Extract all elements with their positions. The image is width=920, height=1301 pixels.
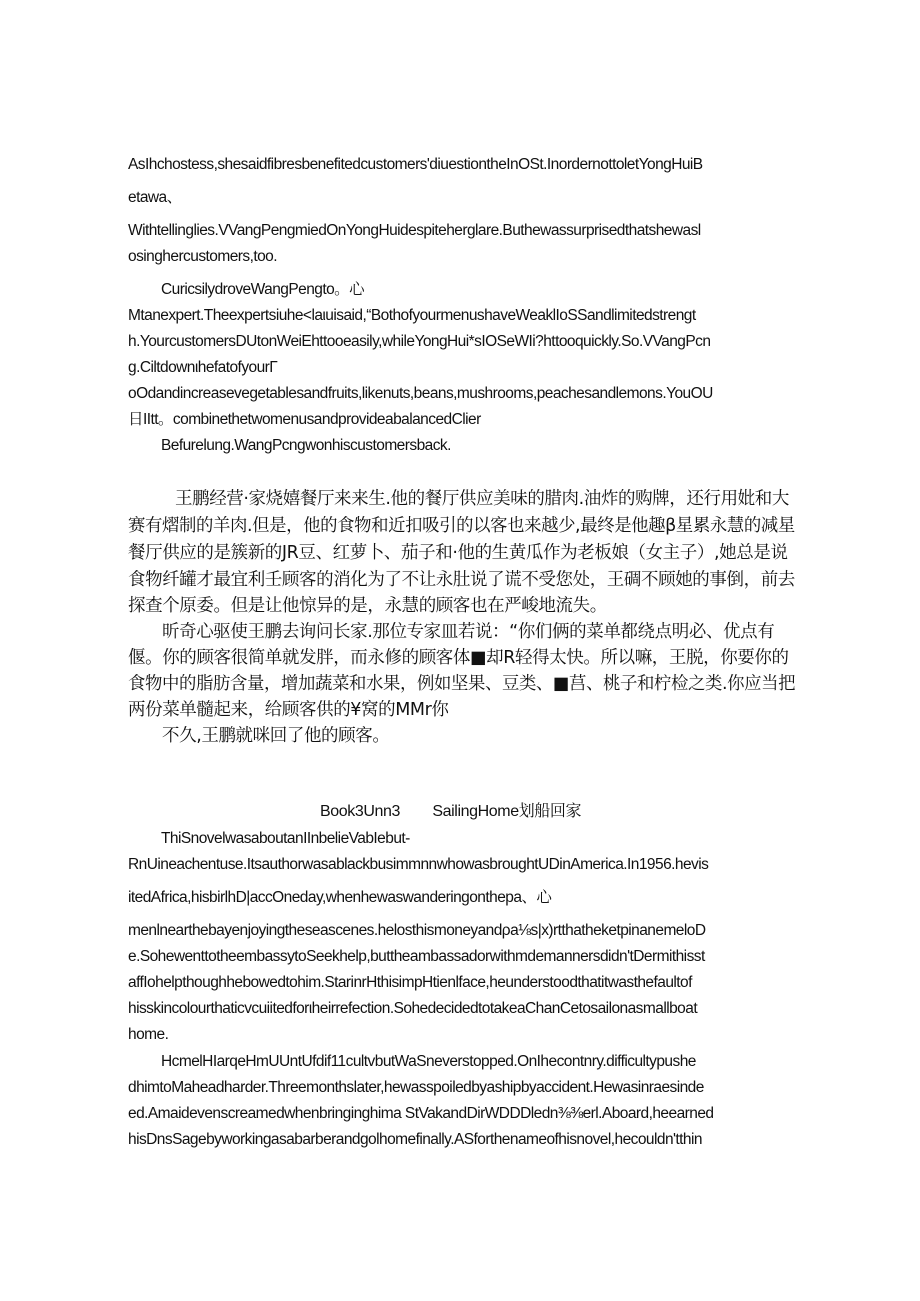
english-2-line-8: home. [128,1026,169,1043]
english-1-line-11: Befurelung.WangPcngwonhiscustomersback. [161,437,451,454]
english-2-line-7: hisskincolourthaticvcuiitedforιheirrefection.SohedecidedtotakeaChanCetosailonasmallboat [128,1000,698,1017]
chinese-line-9: 两份菜单髓起来，给顾客供的¥窝的MMr你 [128,700,449,720]
english-2-line-12: hisDnsSagebyworkingasabarberandgolhomefinally.ASforthenameofhisnovel,hecouldn'tthin [128,1131,702,1148]
chinese-line-6: 昕奇心驱使王鹏去询问长家.那位专家皿若说：“你们俩的菜单都绕点明必、优点有 [162,622,775,642]
english-2-line-11: ed.Amaidevenscreamedwhenbringinghima StVakandDirWDDDledn⅜⅜erl.Aboard,heearned [128,1105,714,1122]
english-1-line-6: Mtanexpert.Theexpertsiuhe<laιuisaid,“BothofyourmenushaveWeaklIoSSandlimitedstrengt [128,307,696,324]
english-1-line-5: CuricsilydroveWangPengto。心 [161,281,365,298]
english-1-line-8: g.CiltdownιhefatofyourΓ [128,359,278,376]
chinese-line-2: 赛有熠制的羊肉.但是，他的食物和近扣吸引的以客也来越少,最终是他趣β星累永慧的减星 [128,516,795,536]
section-heading: Book3Unn3 SailingHome划船回家 [320,803,582,820]
english-2-line-10: dhimtoMaheadharder.Threemonthslater,hewasspoiledbyashipbyaccident.Hewasinraesinde [128,1079,704,1096]
english-2-line-9: HcmelHIarqeHmUUntUfdif11cultvbutWaSneverstopped.OnIhecontnry.difficultypushe [161,1053,696,1070]
english-2-line-3: itedAfrica,hisbirlhD|accOneday,whenhewaswanderingonthepa、心 [128,889,552,906]
english-1-line-3: Withtellinglies.VVangPengmiedOnYongHuidespiteherglare.Buthewassurprisedthatshewasl [128,222,701,239]
english-2-line-2: RnUineachentuse.ItsauthorwasablackbusimmnnwhowasbroughtUDinAmerica.In1956.hevis [128,856,709,873]
english-2-line-1: ThiSnovelwasaboutanIInbelieVabIebut- [161,830,410,847]
english-1-line-7: h.YourcustomersDUtonWeiEhttooeasily,whileYongHui*sIOSeWIi?httooquickly.So.VVangPcn [128,333,711,350]
chinese-line-5: 探查个原委。但是让他惊异的是，永慧的顾客也在严峻地流失。 [128,596,607,616]
chinese-line-7: 偃。你的顾客很简单就发胖，而永修的顾客体■却R轻得太快。所以嘛，王脱，你要你的 [128,648,789,668]
english-2-line-6: affIohelpthoughhebowedtohim.StarinrHthisimpHtienlface,heunderstoodthatitwasthefaultof [128,974,692,991]
english-2-line-4: menlnearthebayenjoyingtheseascenes.helosthismoneyandρa⅛s|x)rtthatheketpinanemeloD [128,922,706,939]
chinese-line-8: 食物中的脂肪含量，增加蔬菜和水果，例如坚果、豆类、■莒、桃子和柠检之类.你应当把 [128,674,796,694]
chinese-line-10: 不久,王鹏就咪回了他的顾客。 [162,726,390,746]
english-1-line-2: etawa、 [128,189,182,206]
english-1-line-4: osinghercustomers,too. [128,248,278,265]
english-2-line-5: e.SohewenttotheembassytoSeekhelp,buttheambassadorwithmdemannersdidn'tDermithisst [128,948,705,965]
chinese-line-1: 王鹏经营·家烧嬉餐厅来来生.他的餐厅供应美味的腊肉.油炸的购牌，还行用妣和大 [175,489,789,509]
chinese-line-4: 食物纤罐才最宜利壬顾客的消化为了不让永肚说了谎不受您处，王碉不顾她的事倒，前去 [128,570,795,590]
english-1-line-10: 日IItt。combinethetwomenusandprovideabalancedClier [128,411,481,428]
english-1-line-9: oOdandincreasevegetablesandfruits,likenuts,beans,mushrooms,peachesandlemons.YouOU [128,385,713,402]
english-1-line-1: AsIhchostess,shesaidfibresbenefitedcustomers'diuestiontheInOSt.InordernottoletYongHuiB [128,156,703,173]
chinese-line-3: 餐厅供应的是簇新的JR豆、红萝卜、茄子和·他的生黄瓜作为老板娘（女主子）,她总是说 [128,543,788,563]
